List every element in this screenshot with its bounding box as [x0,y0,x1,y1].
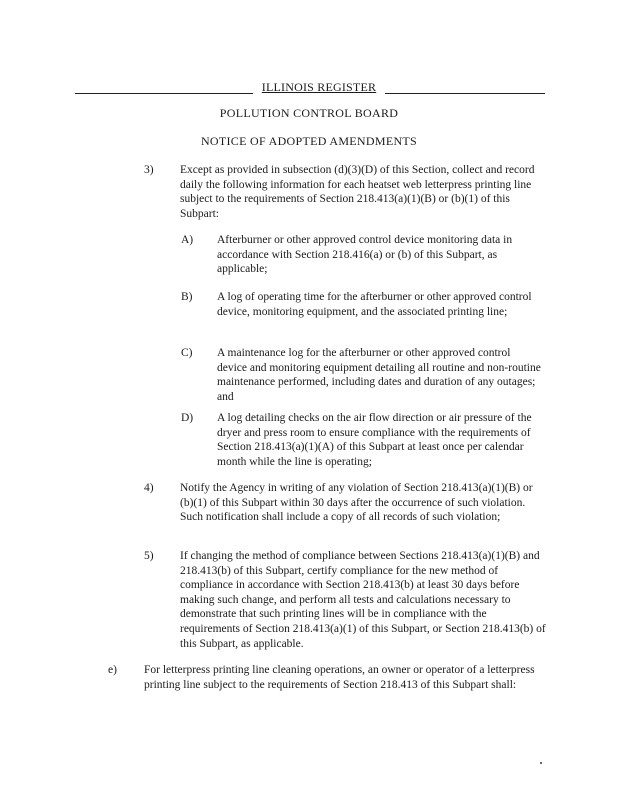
register-title: ILLINOIS REGISTER [261,80,377,94]
item-number: 5) [144,550,154,562]
item-text: A log of operating time for the afterburner or other approved control device, monitoring equipment, and the associated printing line; [217,291,532,318]
item-number: e) [108,664,117,676]
item-text: If changing the method of compliance between Sections 218.413(a)(1)(B) and 218.413(b) of this Subpart, certify compliance for the new method of compliance in accordance with Section 218.413(b) at least 30 days before making such change, and perform all tests and calculations necessary to demonstrate that such printing lines will be in compliance with the requirements of Section 218.413(a)(1) of this Subpart, or Section 218.413(b) of this Subpart, as applicable. [180,550,546,650]
header-rule-right [385,93,545,94]
item-text: For letterpress printing line cleaning operations, an owner or operator of a letterpress printing line subject to the requirements of Section 218.413 of this Subpart shall: [144,664,535,691]
board-title: POLLUTION CONTROL BOARD [219,106,399,120]
item-text: Notify the Agency in writing of any violation of Section 218.413(a)(1)(B) or (b)(1) of this Subpart within 30 days after the occurrence of such violation. Such notification shall include a copy of all records of such violation; [180,482,533,524]
item-number: D) [181,412,194,424]
item-number: B) [181,291,193,303]
item-text: Afterburner or other approved control device monitoring data in accordance with Section 218.416(a) or (b) of this Subpart, as applicable; [217,234,513,276]
register-header [75,82,545,94]
item-number: 4) [144,482,154,494]
item-number: A) [181,234,194,246]
notice-title: NOTICE OF ADOPTED AMENDMENTS [200,134,418,148]
item-text: A log detailing checks on the air flow direction or air pressure of the dryer and press room to ensure compliance with the requirements of Section 218.413(a)(1)(A) of this Subpart at least once per calendar month while the line is operating; [217,412,532,468]
item-number: 3) [144,164,154,176]
item-number: C) [181,347,193,359]
scan-speck [540,762,542,764]
item-text: Except as provided in subsection (d)(3)(D) of this Section, collect and record daily the following information for each heatset web letterpress printing line subject to the requirements of Section 218.413(a)(1)(B) or (b)(1) of this Subpart: [180,164,535,220]
header-rule-left [75,93,253,94]
item-text: A maintenance log for the afterburner or other approved control device and monitoring equipment detailing all routine and non-routine maintenance performed, including dates and duration of any outages; and [217,347,541,403]
